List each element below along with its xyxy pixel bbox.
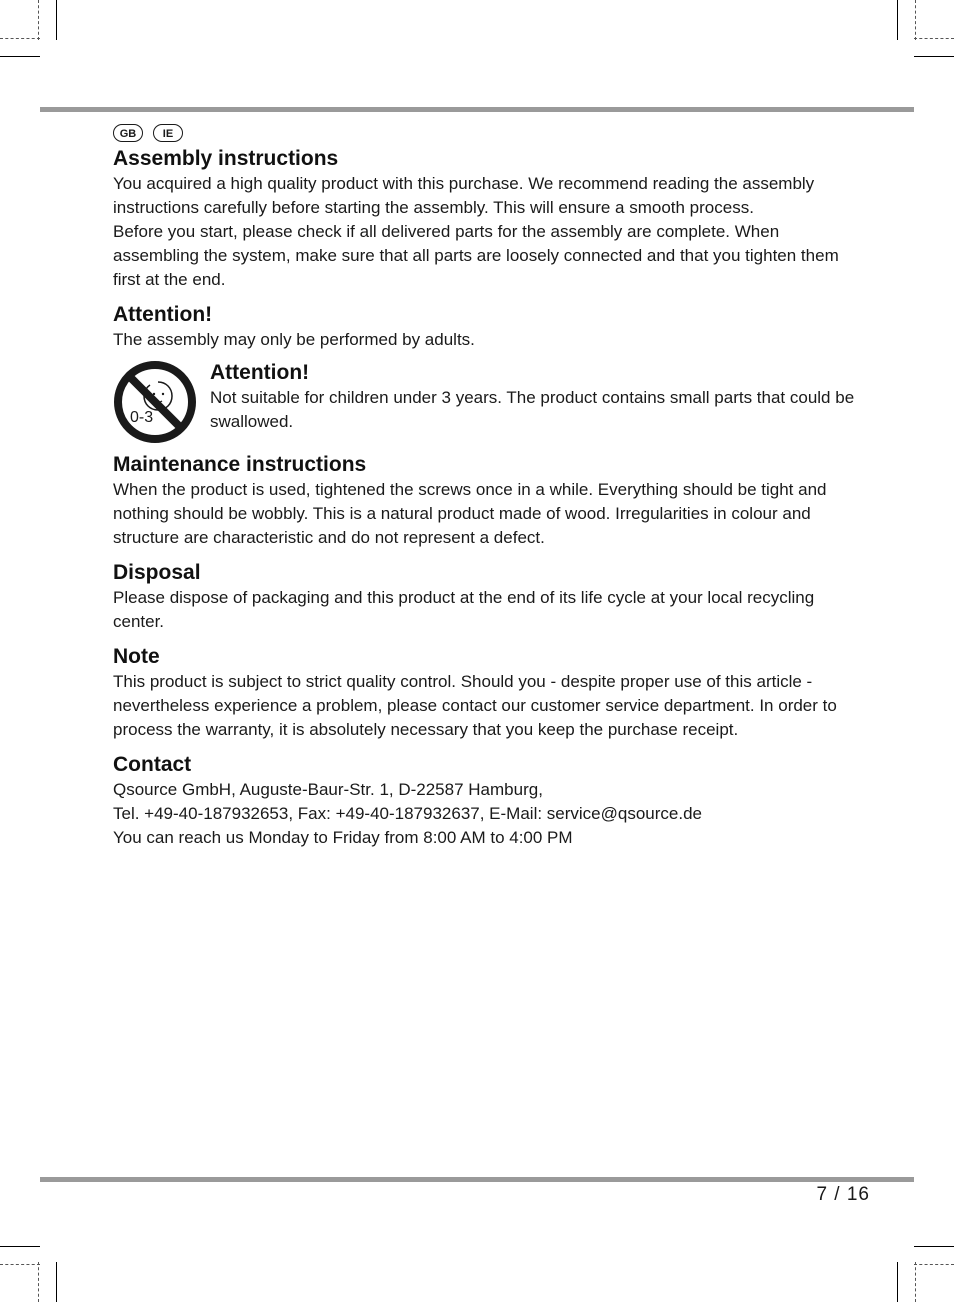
crop-mark — [914, 1264, 954, 1265]
disposal-title: Disposal — [113, 561, 201, 584]
crop-mark — [914, 56, 954, 57]
crop-mark — [56, 1262, 57, 1302]
crop-mark — [914, 38, 954, 39]
no-children-under-3-icon — [113, 360, 197, 444]
page-number: 7 / 16 — [816, 1184, 870, 1205]
assembly-text-2: Before you start, please check if all delivered parts for the assembly are complete. When assembling the system, make sure that all parts are loosely connected and that you tighten them first at the end. — [113, 222, 839, 289]
assembly-title: Assembly instructions — [113, 147, 339, 170]
maintenance-text: When the product is used, tightened the screws once in a while. Everything should be tight and nothing should be wobbly. This is a natural product made of wood. Irregularities in colour and structure are characteristic and do not represent a defect. — [113, 480, 827, 547]
crop-mark — [0, 56, 40, 57]
bottom-rule — [40, 1177, 914, 1182]
note-title: Note — [113, 645, 160, 668]
crop-mark — [897, 0, 898, 40]
contact-title: Contact — [113, 753, 192, 776]
small-parts-warning — [113, 360, 863, 444]
note-text: This product is subject to strict quality control. Should you - despite proper use of this article - nevertheless experience a problem, please contact our customer service department. In order to process the warranty, it is absolutely necessary that you keep the purchase receipt. — [113, 672, 837, 739]
maintenance-section — [113, 452, 863, 550]
icon-age-label: 0-3 — [130, 409, 154, 426]
attention-title: Attention! — [113, 303, 213, 326]
disposal-section — [113, 560, 863, 634]
crop-mark — [56, 0, 57, 40]
assembly-text-1: You acquired a high quality product with this purchase. We recommend reading the assembly instructions carefully before starting the assembly. This will ensure a smooth process. — [113, 174, 815, 217]
contact-hours: You can reach us Monday to Friday from 8:00 AM to 4:00 PM — [113, 828, 573, 847]
crop-mark — [915, 1262, 916, 1302]
small-parts-text: Not suitable for children under 3 years. The product contains small parts that could be swallowed. — [210, 388, 855, 431]
small-parts-text-block — [210, 360, 863, 434]
maintenance-title: Maintenance instructions — [113, 453, 367, 476]
contact-section — [113, 752, 863, 850]
language-badge-gb: GB — [113, 124, 143, 142]
crop-mark — [0, 38, 40, 39]
assembly-section — [113, 146, 863, 292]
crop-mark — [0, 1264, 40, 1265]
language-badge-ie: IE — [153, 124, 183, 142]
language-badges — [113, 124, 863, 142]
crop-mark — [915, 0, 916, 40]
contact-address: Qsource GmbH, Auguste-Baur-Str. 1, D-22587 Hamburg, — [113, 780, 543, 799]
contact-phone-email: Tel. +49-40-187932653, Fax: +49-40-187932637, E-Mail: service@qsource.de — [113, 804, 703, 823]
crop-mark — [897, 1262, 898, 1302]
crop-mark — [0, 1246, 40, 1247]
small-parts-title: Attention! — [210, 361, 310, 384]
disposal-text: Please dispose of packaging and this product at the end of its life cycle at your local recycling center. — [113, 588, 815, 631]
page-content — [113, 124, 863, 860]
crop-mark — [38, 0, 39, 40]
crop-mark — [914, 1246, 954, 1247]
crop-mark — [38, 1262, 39, 1302]
note-section — [113, 644, 863, 742]
top-rule — [40, 107, 914, 112]
attention-text: The assembly may only be performed by adults. — [113, 330, 475, 349]
attention-section — [113, 302, 863, 352]
